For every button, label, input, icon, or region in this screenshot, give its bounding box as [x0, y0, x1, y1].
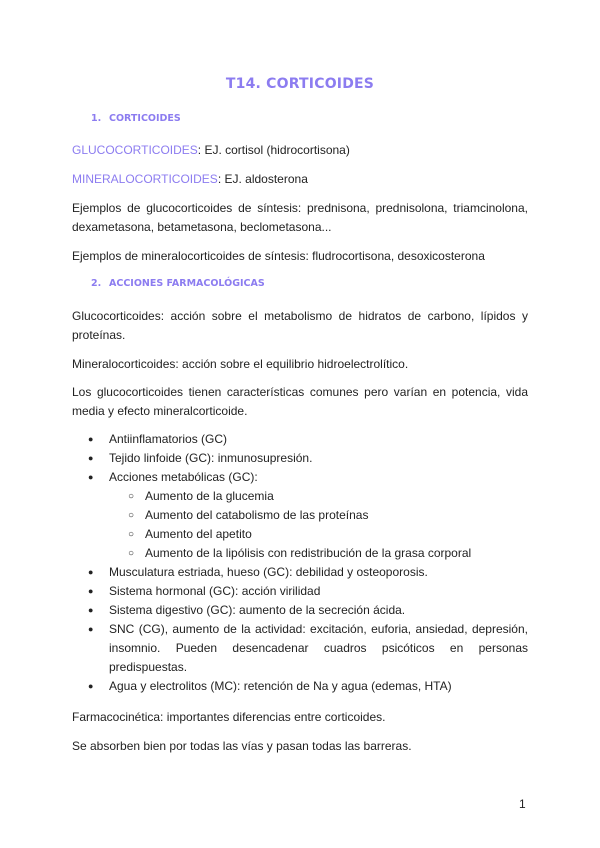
- list-item: ● Sistema digestivo (GC): aumento de la secreción ácida.: [72, 601, 528, 620]
- list-item: ● Sistema hormonal (GC): acción virilidad: [72, 582, 528, 601]
- glucocorticoides-example: : EJ. cortisol (hidrocortisona): [197, 143, 350, 157]
- list-item: ● Tejido linfoide (GC): inmunosupresión.: [72, 449, 528, 468]
- caracteristicas-paragraph: Los glucocorticoides tienen características comunes pero varían en potencia, vida media y efecto mineralcorticoide.: [72, 385, 528, 418]
- mineralocorticoides-example: : EJ. aldosterona: [217, 172, 308, 186]
- document-title: T14. CORTICOIDES: [225, 76, 375, 92]
- glucocorticoides-line: [72, 141, 528, 160]
- mineralo-accion-paragraph: Mineralocorticoides: acción sobre el equilibrio hidroelectrolítico.: [72, 357, 409, 371]
- section-heading-2: [91, 278, 265, 289]
- sub-list-item: ○ Aumento del apetito: [72, 525, 528, 544]
- list-item: ● Antiinflamatorios (GC): [72, 430, 528, 449]
- section-title: ACCIONES FARMACOLÓGICAS: [109, 278, 265, 289]
- sub-list-item: ○ Aumento de la glucemia: [72, 487, 528, 506]
- list-item: ● Agua y electrolitos (MC): retención de Na y agua (edemas, HTA): [72, 677, 528, 696]
- mineralocorticoides-term: MINERALOCORTICOIDES: [72, 172, 218, 186]
- ejemplos-gluco-paragraph: Ejemplos de glucocorticoides de síntesis: prednisona, prednisolona, triamcinolona, dexametasona, betametasona, beclometasona...: [72, 201, 528, 234]
- list-item: ● Acciones metabólicas (GC):: [72, 468, 528, 487]
- farmacocinetica-paragraph: Farmacocinética: importantes diferencias entre corticoides.: [72, 710, 386, 724]
- section-number: 1.: [91, 113, 102, 124]
- ejemplos-mineralo-paragraph: Ejemplos de mineralocorticoides de síntesis: fludrocortisona, desoxicosterona: [72, 249, 485, 263]
- glucocorticoides-term: GLUCOCORTICOIDES: [72, 143, 198, 157]
- sub-list-item: ○ Aumento del catabolismo de las proteínas: [72, 506, 528, 525]
- page-number: 1: [519, 797, 526, 811]
- section-number: 2.: [91, 278, 102, 289]
- gluco-accion-paragraph: Glucocorticoides: acción sobre el metabolismo de hidratos de carbono, lípidos y proteínas.: [72, 309, 528, 342]
- section-title: CORTICOIDES: [109, 113, 181, 124]
- list-item: ● Musculatura estriada, hueso (GC): debilidad y osteoporosis.: [72, 563, 528, 582]
- sub-list-item: ○ Aumento de la lipólisis con redistribución de la grasa corporal: [72, 544, 528, 563]
- list-item: ● SNC (CG), aumento de la actividad: excitación, euforia, ansiedad, depresión, insomnio. Pueden desencadenar cuadros psicóticos en personas predispuestas.: [72, 620, 528, 677]
- absorcion-paragraph: Se absorben bien por todas las vías y pasan todas las barreras.: [72, 739, 412, 753]
- acciones-list: [72, 430, 528, 696]
- section-heading-1: [91, 113, 181, 124]
- mineralocorticoides-line: [72, 170, 528, 189]
